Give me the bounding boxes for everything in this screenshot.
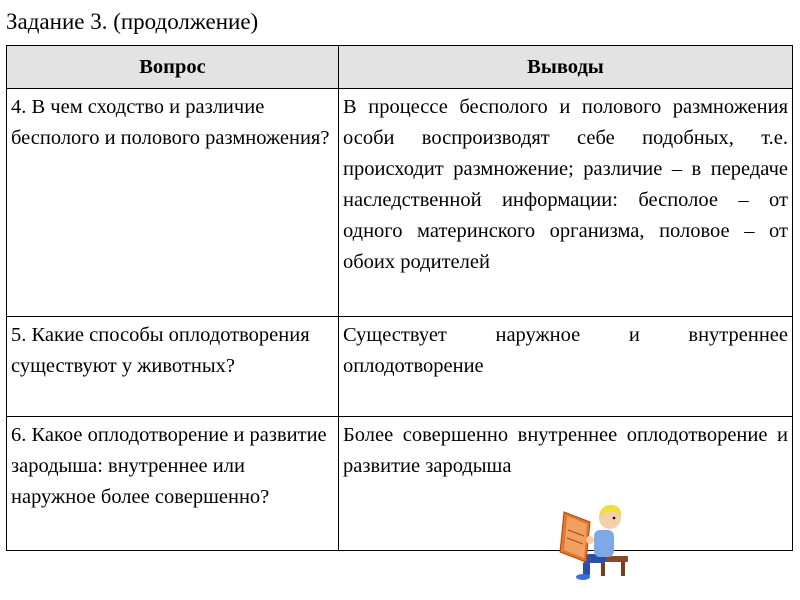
table-row — [7, 89, 793, 317]
column-header-conclusions: Выводы — [339, 46, 793, 89]
stool-leg — [601, 562, 605, 576]
answer-cell: В процессе бесполого и полового размножения особи воспроизводят себе подобных, т.е. происходит размножение; различие – в передаче наследственной информации: бесполое – от одного материнского организма, половое – от обоих родителей — [339, 89, 793, 317]
qa-table — [6, 45, 793, 551]
child-hand — [586, 536, 594, 544]
stool-leg — [621, 562, 625, 576]
answer-cell: Существует наружное и внутреннее оплодотворение — [339, 317, 793, 417]
child-reading-book-icon — [556, 500, 636, 580]
table-header-row — [7, 46, 793, 89]
page-title: Задание 3. (продолжение) — [6, 9, 259, 34]
answer-cell: Более совершенно внутреннее оплодотворение и развитие зародыша — [339, 417, 793, 551]
table-row — [7, 417, 793, 551]
column-header-question: Вопрос — [7, 46, 339, 89]
child-leg — [583, 562, 590, 576]
question-cell: 4. В чем сходство и различие бесполого и полового размножения? — [7, 89, 339, 317]
child-eye — [613, 517, 616, 520]
question-cell: 5. Какие способы оплодотворения существуют у животных? — [7, 317, 339, 417]
child-shirt — [594, 530, 614, 557]
child-shoe — [576, 574, 590, 580]
table-row — [7, 317, 793, 417]
question-cell: 6. Какое оплодотворение и развитие зародыша: внутреннее или наружное более совершенно? — [7, 417, 339, 551]
